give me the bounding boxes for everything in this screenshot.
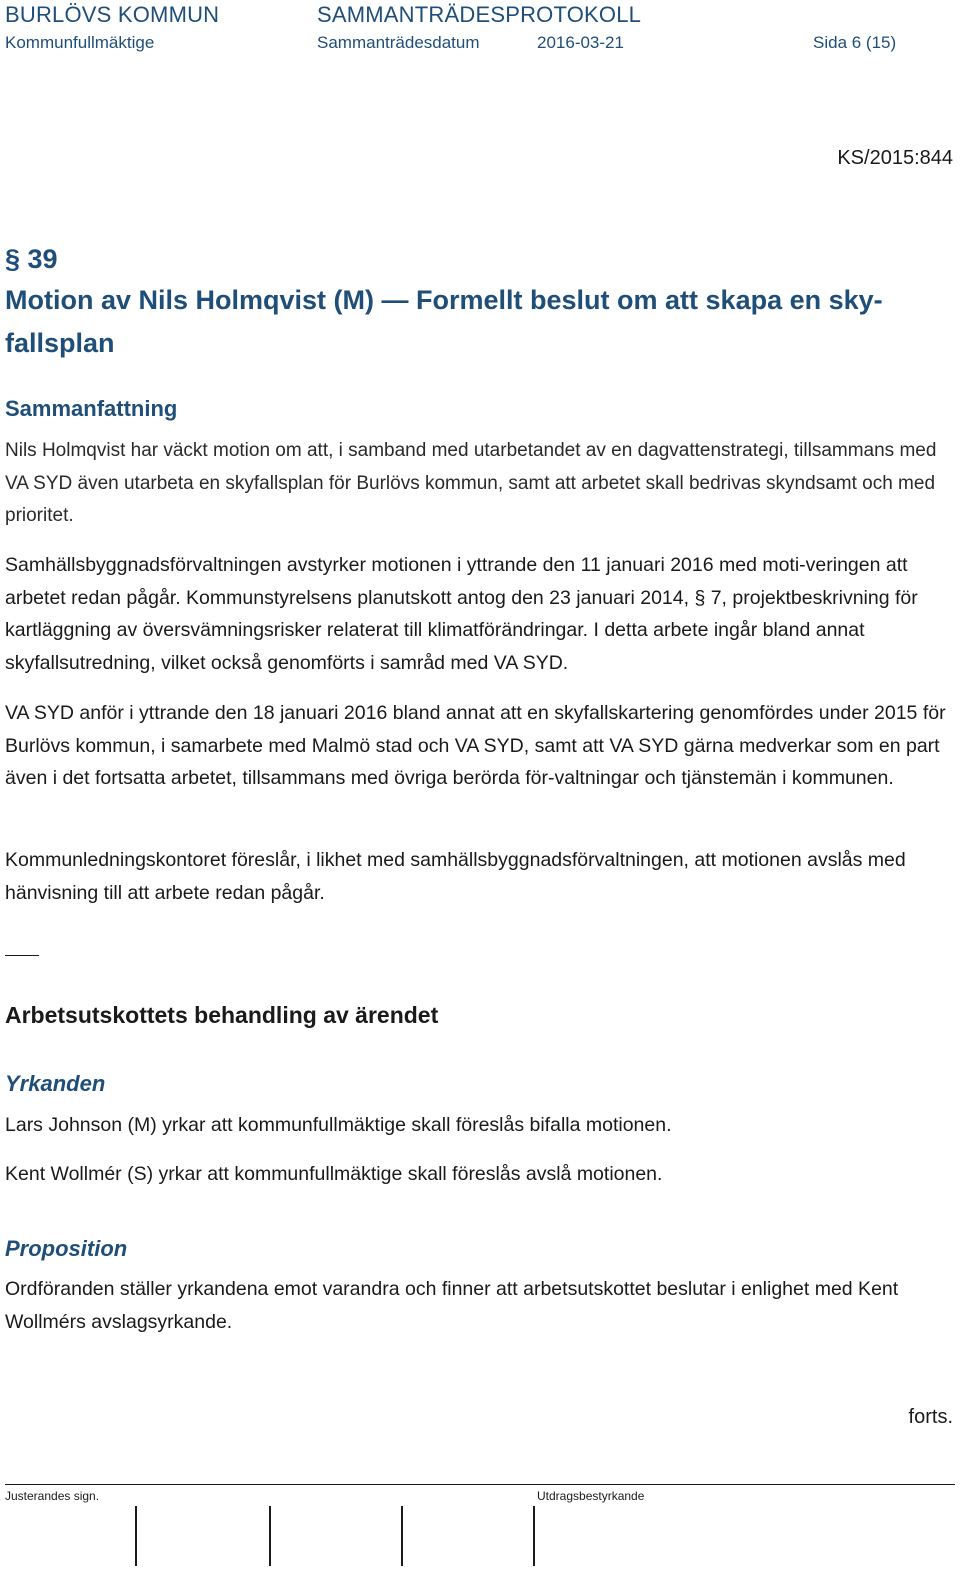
case-number: KS/2015:844 <box>837 147 953 169</box>
page-number: Sida 6 (15) <box>813 33 897 52</box>
signature-divider <box>269 1506 271 1566</box>
summary-heading: Sammanfattning <box>5 396 178 421</box>
treatment-heading: Arbetsutskottets behandling av ärendet <box>5 1002 439 1028</box>
date-label: Sammanträdesdatum <box>317 33 480 52</box>
section-title: Motion av Nils Holmqvist (M) — Formellt beslut om att skapa en sky-fallsplan <box>5 285 883 358</box>
signatures-label: Justerandes sign. <box>5 1489 100 1503</box>
section-number: § 39 <box>5 244 58 274</box>
claim-2: Kent Wollmér (S) yrkar att kommunfullmäktige skall föreslås avslå motionen. <box>5 1163 663 1185</box>
signature-divider <box>533 1506 535 1566</box>
proposition-heading: Proposition <box>5 1236 128 1261</box>
municipality-name: BURLÖVS KOMMUN <box>5 2 220 27</box>
summary-paragraph-4: Kommunledningskontoret föreslår, i likhet med samhällsbyggnadsförvaltningen, att motionen avslås med hänvisning till att arbete redan pågår. <box>5 849 906 904</box>
footer-rule <box>5 1484 955 1485</box>
proposition-text: Ordföranden ställer yrkandena emot varandra och finner att arbetsutskottet beslutar i enlighet med Kent Wollmérs avslagsyrkande. <box>5 1278 899 1333</box>
signature-footer <box>0 1484 960 1575</box>
document-type: SAMMANTRÄDESPROTOKOLL <box>317 2 642 27</box>
extract-certification-label: Utdragsbestyrkande <box>537 1489 645 1503</box>
claim-1: Lars Johnson (M) yrkar att kommunfullmäktige skall föreslås bifalla motionen. <box>5 1114 672 1136</box>
claims-heading: Yrkanden <box>5 1071 106 1096</box>
summary-paragraph-3: VA SYD anför i yttrande den 18 januari 2016 bland annat att en skyfallskartering genomfördes under 2015 för Burlövs kommun, i samarbete med Malmö stad och VA SYD, samt att VA SYD gärna medverkar som en part även i det fortsatta arbetet, tillsammans med övriga berörda för-valtningar och tjänstemän i kommunen. <box>5 702 946 789</box>
summary-paragraph-1: Nils Holmqvist har väckt motion om att, i samband med utarbetandet av en dagvattenstrategi, tillsammans med VA SYD även utarbeta en skyfallsplan för Burlövs kommun, samt att arbetet skall bedrivas skyndsamt och med prioritet. <box>5 440 937 526</box>
signature-divider <box>135 1506 137 1566</box>
committee-name: Kommunfullmäktige <box>5 33 155 52</box>
summary-paragraph-2: Samhällsbyggnadsförvaltningen avstyrker motionen i yttrande den 11 januari 2016 med moti-veringen att arbetet redan pågår. Kommunstyrelsens planutskott antog den 23 januari 2014, § 7, projektbeskrivning för kartläggning av översvämningsrisker relaterat till klimatförändringar. I detta arbete ingår bland annat skyfallsutredning, vilket också genomförts i samråd med VA SYD. <box>5 554 918 674</box>
meeting-date: 2016-03-21 <box>537 33 624 52</box>
continued-marker: forts. <box>908 1406 953 1428</box>
signature-divider <box>401 1506 403 1566</box>
separator-line <box>5 955 39 956</box>
